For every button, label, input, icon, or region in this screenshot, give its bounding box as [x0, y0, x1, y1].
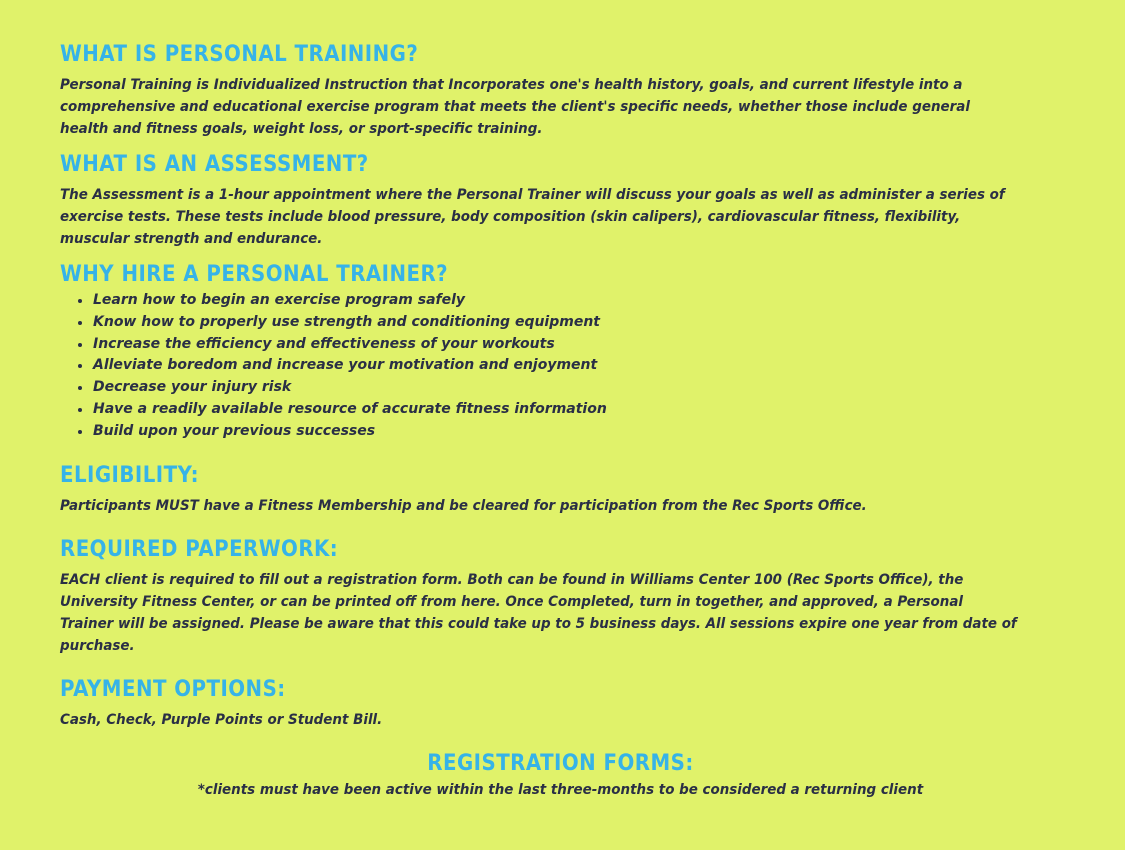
assessment-text: The Assessment is a 1-hour appointment where the Personal Trainer will discuss your goals as well as administer a series of exercise tests. These tests include blood pressure, body composition (skin calipers), cardiovascular fitness, flexibility, muscular strength and endurance. [60, 187, 1005, 247]
payment-text: Cash, Check, Purple Points or Student Bill. [60, 711, 383, 728]
list-item: Increase the efficiency and effectiveness of your workouts [93, 334, 1061, 356]
why-hire-heading: WHY HIRE A PERSONAL TRAINER? [60, 262, 449, 287]
list-item: Learn how to begin an exercise program safely [93, 290, 1061, 312]
eligibility-heading: ELIGIBILITY: [60, 462, 200, 488]
list-item: Know how to properly use strength and conditioning equipment [93, 312, 1061, 334]
personal-training-heading: WHAT IS PERSONAL TRAINING? [60, 42, 419, 67]
personal-training-text: Personal Training is Individualized Instruction that Incorporates one's health history, goals, and current lifestyle into a comprehensive and educational exercise program that meets the client's specific needs, whether those include general health and fitness goals, weight loss, or sport-specific training. [60, 77, 970, 137]
list-item: Build upon your previous successes [93, 421, 1061, 443]
registration-heading: REGISTRATION FORMS: [427, 750, 694, 776]
assessment-heading: WHAT IS AN ASSESSMENT? [60, 152, 369, 177]
paperwork-text: EACH client is required to fill out a registration form. Both can be found in Williams Center 100 (Rec Sports Office), the University Fitness Center, or can be printed off from here. Once Completed, turn in together, and approved, a Personal Trainer will be assigned. Please be aware that this could take up to 5 business days. All sessions expire one year from date of purchase. [60, 571, 1017, 654]
benefits-list [60, 290, 1061, 443]
eligibility-text: Participants MUST have a Fitness Membership and be cleared for participation from the Rec Sports Office. [60, 497, 867, 514]
paperwork-heading: REQUIRED PAPERWORK: [60, 536, 339, 562]
registration-note: *clients must have been active within the last three-months to be considered a returning client [197, 781, 924, 798]
list-item: Have a readily available resource of accurate fitness information [93, 399, 1061, 421]
list-item: Decrease your injury risk [93, 377, 1061, 399]
list-item: Alleviate boredom and increase your motivation and enjoyment [93, 355, 1061, 377]
payment-heading: PAYMENT OPTIONS: [60, 676, 286, 702]
